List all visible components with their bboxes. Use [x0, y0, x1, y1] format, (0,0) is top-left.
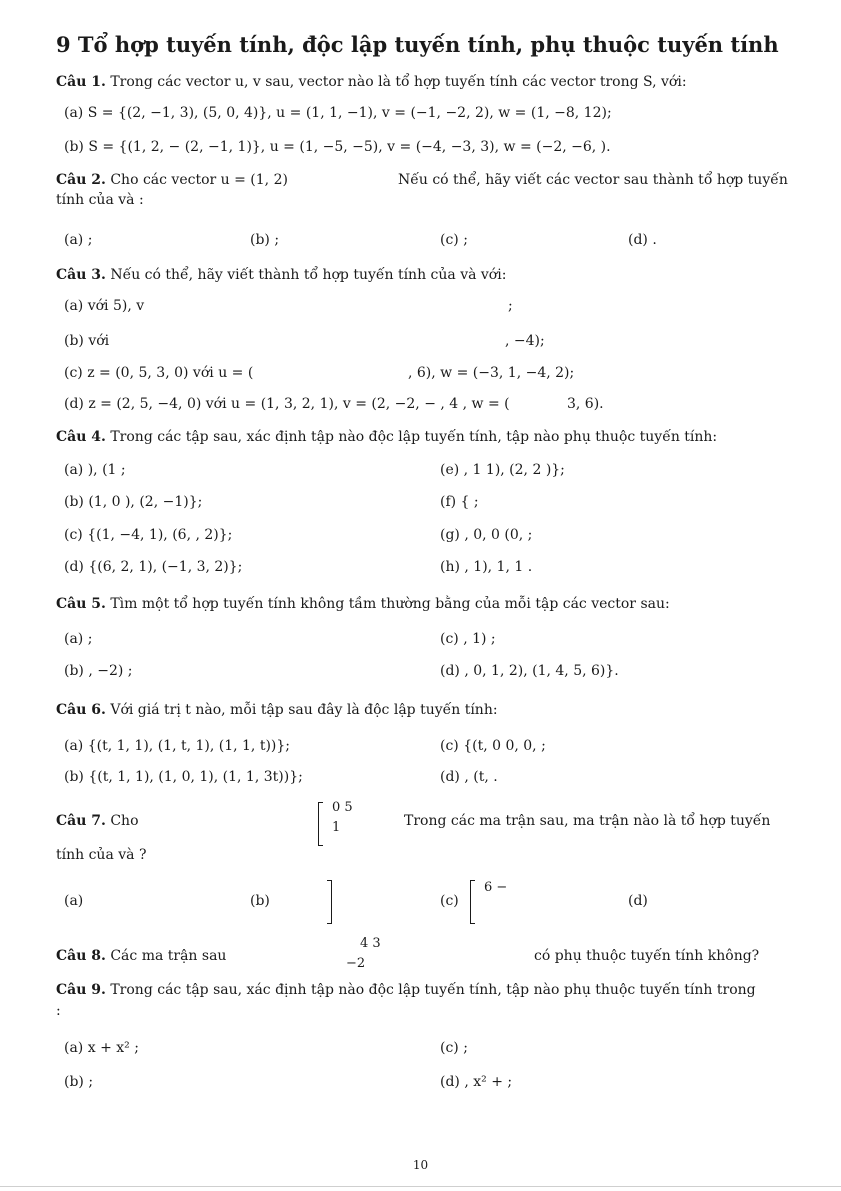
q5-item-d: (d) , 0, 1, 2), (1, 4, 5, 6)}. [440, 663, 619, 679]
q9-item-a: (a) x + x² ; [64, 1040, 139, 1056]
q2-text-right: Nếu có thể, hãy viết các vector sau thành tổ hợp tuyến [398, 172, 788, 188]
q3-item-a: (a) với 5), v [64, 298, 145, 314]
q5-label: Câu 5. [56, 596, 106, 612]
q3-item-d-end: 3, 6). [567, 396, 604, 412]
matrix-left-bracket [318, 802, 323, 846]
q7-text-right: Trong các ma trận sau, ma trận nào là tổ hợp tuyến [404, 813, 771, 829]
q3-item-c: (c) z = (0, 5, 3, 0) với u = ( [64, 365, 254, 381]
q6-item-a: (a) {(t, 1, 1), (1, t, 1), (1, 1, t))}; [64, 738, 291, 754]
q5-text: Tìm một tổ hợp tuyến tính không tầm thường bằng của mỗi tập các vector sau: [110, 596, 670, 612]
q2-text-2: tính của và : [56, 192, 144, 208]
q8-label: Câu 8. [56, 948, 106, 964]
q4-item-f: (f) { ; [440, 494, 479, 510]
q1-text: Trong các vector u, v sau, vector nào là tổ hợp tuyến tính các vector trong S, với: [110, 74, 687, 90]
q1-prompt [56, 74, 687, 90]
q4-item-b: (b) (1, 0 ), (2, −1)}; [64, 494, 203, 510]
q7-prompt [56, 813, 139, 829]
q4-item-d: (d) {(6, 2, 1), (−1, 3, 2)}; [64, 559, 243, 575]
q9-label: Câu 9. [56, 982, 106, 998]
q7-item-c: (c) [440, 893, 459, 909]
q2-item-a: (a) ; [64, 232, 93, 248]
q5-item-c: (c) , 1) ; [440, 631, 496, 647]
q4-label: Câu 4. [56, 429, 106, 445]
q7-matrix-top: 0 5 [332, 800, 353, 815]
q2-prompt [56, 172, 288, 188]
page-bottom-rule [0, 1186, 841, 1187]
q7-item-a: (a) [64, 893, 84, 909]
q2-item-d: (d) . [628, 232, 657, 248]
q4-item-h: (h) , 1), 1, 1 . [440, 559, 533, 575]
q3-item-c-end: , 6), w = (−3, 1, −4, 2); [408, 365, 575, 381]
q4-item-c: (c) {(1, −4, 1), (6, , 2)}; [64, 527, 233, 543]
matrix-right-bracket [327, 880, 332, 924]
q4-item-g: (g) , 0, 0 (0, ; [440, 527, 533, 543]
q4-prompt [56, 429, 717, 445]
q7-matrix-bottom: 1 [332, 820, 341, 835]
q3-item-b: (b) với [64, 333, 110, 349]
q9-item-c: (c) ; [440, 1040, 468, 1056]
q9-item-b: (b) ; [64, 1074, 94, 1090]
q4-text: Trong các tập sau, xác định tập nào độc lập tuyến tính, tập nào phụ thuộc tuyến tính: [110, 429, 718, 445]
q9-text-2: : [56, 1003, 61, 1019]
q6-item-d: (d) , (t, . [440, 769, 498, 785]
q8-text-right: có phụ thuộc tuyến tính không? [534, 948, 760, 964]
q7-text-2: tính của và ? [56, 847, 147, 863]
q7-item-c-matrix: 6 − [484, 880, 508, 895]
q8-matrix-bottom: −2 [346, 956, 366, 971]
q3-item-d: (d) z = (2, 5, −4, 0) với u = (1, 3, 2, 1), v = (2, −2, − , 4 , w = ( [64, 396, 510, 412]
q4-item-e: (e) , 1 1), (2, 2 )}; [440, 462, 565, 478]
q4-item-a: (a) ), (1 ; [64, 462, 126, 478]
q9-prompt [56, 982, 756, 998]
q3-item-a-end: ; [508, 298, 513, 314]
q5-item-a: (a) ; [64, 631, 93, 647]
q2-text-left: Cho các vector u = (1, 2) [110, 172, 288, 188]
q9-text: Trong các tập sau, xác định tập nào độc lập tuyến tính, tập nào phụ thuộc tuyến tính trong [110, 982, 756, 998]
q8-prompt [56, 948, 226, 964]
q6-prompt [56, 702, 498, 718]
matrix-left-bracket [470, 880, 475, 924]
q6-item-b: (b) {(t, 1, 1), (1, 0, 1), (1, 1, 3t))}; [64, 769, 303, 785]
q5-item-b: (b) , −2) ; [64, 663, 133, 679]
q3-label: Câu 3. [56, 267, 106, 283]
q7-item-d: (d) [628, 893, 648, 909]
page-number: 10 [412, 1158, 429, 1172]
q8-text-left: Các ma trận sau [110, 948, 227, 964]
q3-prompt [56, 267, 506, 283]
q7-text-left: Cho [110, 813, 139, 829]
q9-item-d: (d) , x² + ; [440, 1074, 513, 1090]
q1-item-a: (a) S = {(2, −1, 3), (5, 0, 4)}, u = (1, 1, −1), v = (−1, −2, 2), w = (1, −8, 12); [64, 105, 612, 121]
q2-label: Câu 2. [56, 172, 106, 188]
q3-text: Nếu có thể, hãy viết thành tổ hợp tuyến tính của và với: [110, 267, 507, 283]
q7-label: Câu 7. [56, 813, 106, 829]
q5-prompt [56, 596, 670, 612]
q6-text: Với giá trị t nào, mỗi tập sau đây là độc lập tuyến tính: [110, 702, 498, 718]
section-title: 9 Tổ hợp tuyến tính, độc lập tuyến tính, phụ thuộc tuyến tính [56, 32, 779, 57]
q7-item-b: (b) [250, 893, 270, 909]
q1-label: Câu 1. [56, 74, 106, 90]
q1-item-b: (b) S = {(1, 2, − (2, −1, 1)}, u = (1, −5, −5), v = (−4, −3, 3), w = (−2, −6, ). [64, 139, 611, 155]
q3-item-b-end: , −4); [505, 333, 545, 349]
q6-item-c: (c) {(t, 0 0, 0, ; [440, 738, 546, 754]
q6-label: Câu 6. [56, 702, 106, 718]
q8-matrix-top: 4 3 [360, 936, 381, 951]
q2-item-c: (c) ; [440, 232, 468, 248]
q2-item-b: (b) ; [250, 232, 280, 248]
